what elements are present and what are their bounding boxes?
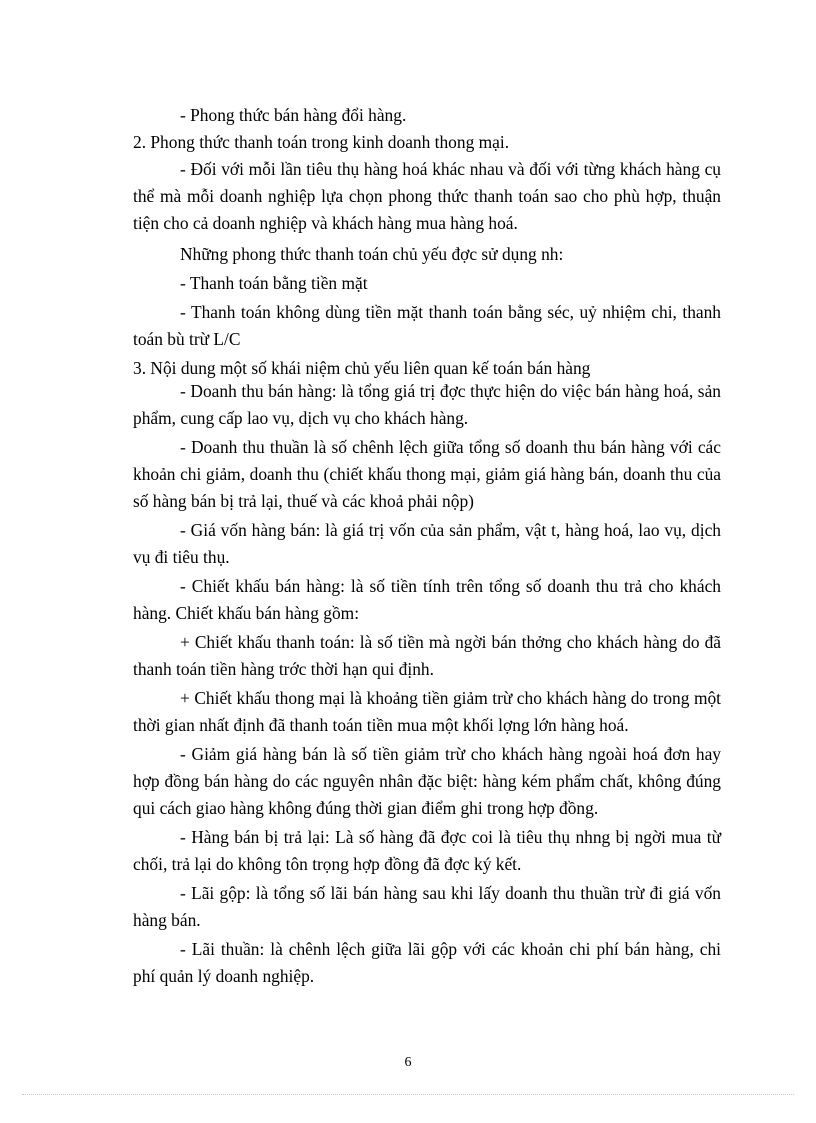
section-heading-concepts: 3. Nội dung một số khái niệm chủ yếu liên quan kế toán bán hàng bbox=[133, 358, 591, 378]
paragraph-trade-discount: + Chiết khấu thong mại là khoảng tiền giảm trừ cho khách hàng do trong một thời gian nhất định đã thanh toán tiền mua một khối lợng lớn hàng hoá. bbox=[133, 688, 721, 735]
paragraph-net-revenue: - Doanh thu thuần là số chênh lệch giữa tổng số doanh thu bán hàng với các khoản chi giảm, doanh thu (chiết khấu thong mại, giảm giá hàng bán, doanh thu của số hàng bán bị trả lại, thuế và các khoả phải nộp) bbox=[133, 437, 721, 511]
paragraph-gross-profit: - Lãi gộp: là tổng số lãi bán hàng sau khi lấy doanh thu thuần trừ đi giá vốn hàng bán. bbox=[133, 883, 721, 930]
paragraph-payment-choice: - Đối với mỗi lần tiêu thụ hàng hoá khác nhau và đối với từng khách hàng cụ thể mà mỗi doanh nghiệp lựa chọn phong thức thanh toán sao cho phù hợp, thuận tiện cho cả doanh nghiệp và khách hàng mua hàng hoá. bbox=[133, 159, 721, 233]
paragraph-exchange-sale: - Phong thức bán hàng đổi hàng. bbox=[180, 105, 407, 125]
paragraph-cost-of-goods: - Giá vốn hàng bán: là giá trị vốn của sản phẩm, vật t, hàng hoá, lao vụ, dịch vụ đi tiêu thụ. bbox=[133, 520, 721, 567]
paragraph-price-reduction: - Giảm giá hàng bán là số tiền giảm trừ cho khách hàng ngoài hoá đơn hay hợp đồng bán hàng do các nguyên nhân đặc biệt: hàng kém phẩm chất, không đúng qui cách giao hàng không đúng thời gian điểm ghi trong hợp đồng. bbox=[133, 744, 721, 818]
page-bottom-divider bbox=[22, 1094, 794, 1095]
page-number: 6 bbox=[404, 1055, 412, 1070]
paragraph-sales-revenue: - Doanh thu bán hàng: là tổng giá trị đợc thực hiện do việc bán hàng hoá, sản phẩm, cung cấp lao vụ, dịch vụ cho khách hàng. bbox=[133, 381, 721, 428]
paragraph-net-profit: - Lãi thuần: là chênh lệch giữa lãi gộp với các khoản chi phí bán hàng, chi phí quản lý doanh nghiệp. bbox=[133, 939, 721, 986]
paragraph-returned-goods: - Hàng bán bị trả lại: Là số hàng đã đợc coi là tiêu thụ nhng bị ngời mua từ chối, trả lại do không tôn trọng hợp đồng đã đợc ký kết. bbox=[133, 827, 721, 874]
section-heading-payment-methods: 2. Phong thức thanh toán trong kinh doanh thong mại. bbox=[133, 132, 510, 152]
paragraph-noncash-payment: - Thanh toán không dùng tiền mặt thanh toán bằng séc, uỷ nhiệm chi, thanh toán bù trừ L/C bbox=[133, 302, 721, 349]
paragraph-sales-discount: - Chiết khấu bán hàng: là số tiền tính trên tổng số doanh thu trả cho khách hàng. Chiết khấu bán hàng gồm: bbox=[133, 576, 721, 623]
paragraph-payment-discount: + Chiết khấu thanh toán: là số tiền mà ngời bán thởng cho khách hàng do đã thanh toán tiền hàng trớc thời hạn qui định. bbox=[133, 632, 721, 679]
document-body bbox=[133, 102, 721, 990]
paragraph-main-payment-methods: Những phong thức thanh toán chủ yếu đợc sử dụng nh: bbox=[180, 244, 564, 264]
paragraph-cash-payment: - Thanh toán bằng tiền mặt bbox=[180, 273, 368, 293]
